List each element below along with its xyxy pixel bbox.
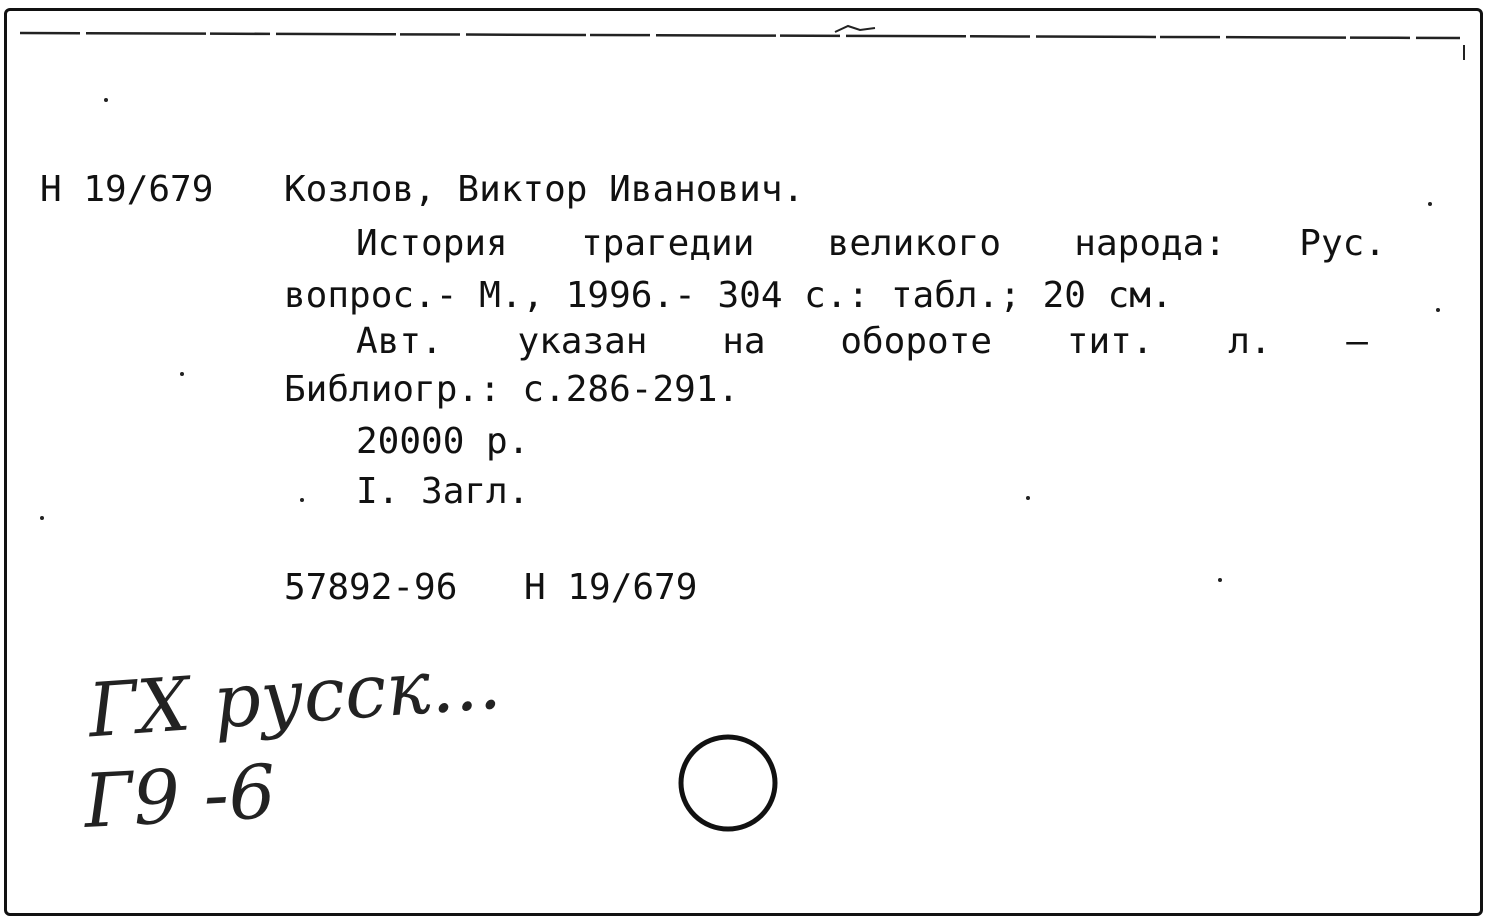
bibliography-line: Библиогр.: с.286-291. [284, 369, 740, 410]
scan-speck [300, 498, 304, 502]
scan-speck [40, 516, 44, 520]
title-word: Рус. [1299, 223, 1386, 264]
scan-speck [1428, 202, 1432, 206]
accession-number: 57892-96 [284, 567, 458, 608]
accession-call-number: Н 19/679 [524, 567, 698, 608]
imprint-line: вопрос.- М., 1996.- 304 с.: табл.; 20 см. [284, 275, 1173, 316]
scan-speck [1218, 578, 1222, 582]
call-number: Н 19/679 [40, 169, 214, 210]
price: 20000 р. [356, 421, 530, 462]
author-heading: Козлов, Виктор Иванович. [284, 169, 805, 210]
punch-hole-icon [670, 725, 790, 840]
note-word: обороте [840, 321, 993, 362]
tracing: I. Загл. [356, 471, 530, 512]
scan-speck [1436, 308, 1440, 312]
note-word: Авт. [356, 321, 443, 362]
handwritten-note-2: Г9 -6 [81, 749, 278, 845]
title-word: трагедии [580, 223, 755, 264]
scan-speck [1026, 496, 1030, 500]
scan-speck [104, 98, 108, 102]
scan-speck [180, 372, 184, 376]
title-line [356, 223, 1386, 264]
title-word: История [356, 223, 508, 264]
note-word: л. [1228, 321, 1272, 362]
note-line [356, 321, 1368, 362]
title-word: народа: [1074, 223, 1227, 264]
handwritten-note-1: ГХ русск... [85, 639, 504, 755]
title-word: великого [827, 223, 1002, 264]
note-word: на [722, 321, 766, 362]
note-word: – [1346, 321, 1368, 362]
top-rule [0, 0, 1489, 60]
note-word: тит. [1066, 321, 1154, 362]
note-word: указан [517, 321, 648, 362]
